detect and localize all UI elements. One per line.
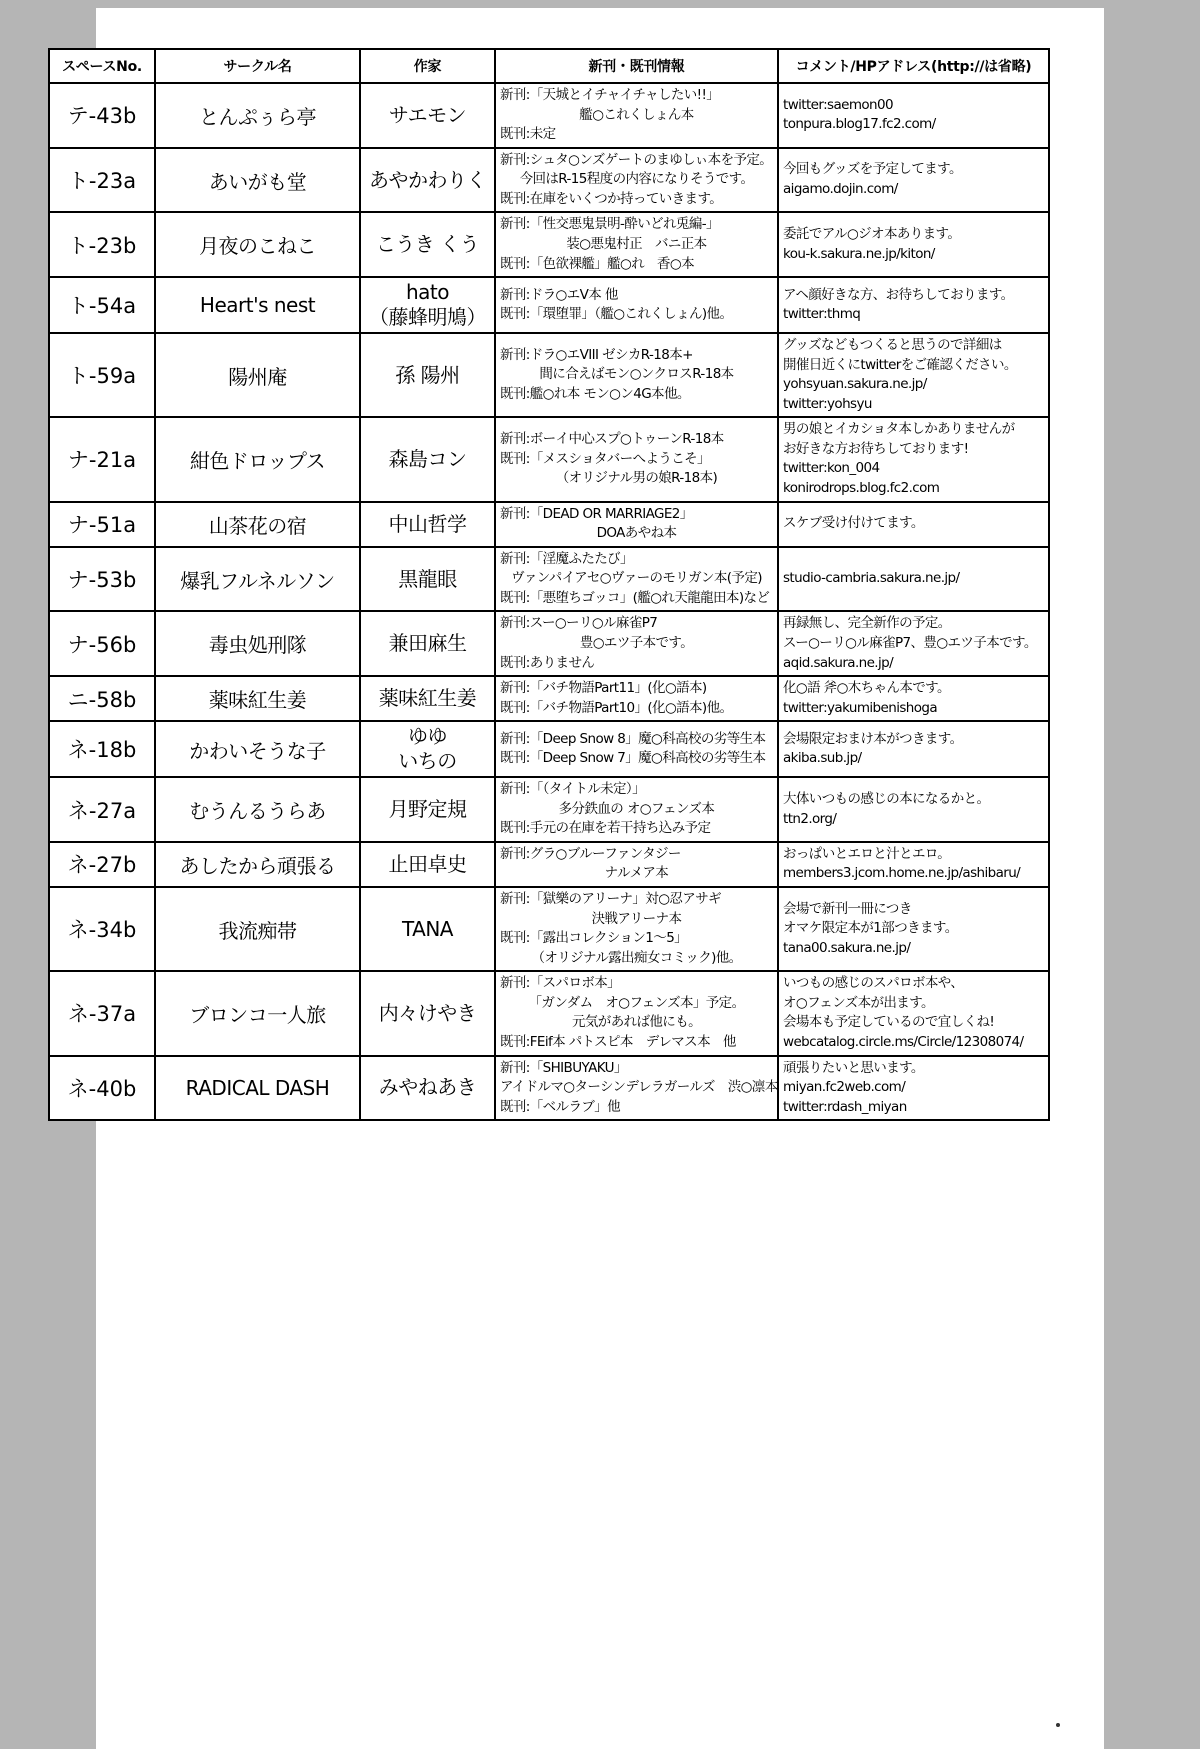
- publication-info-line: 豊○エツ子本です。: [579, 634, 694, 651]
- cell-comment-url: [778, 83, 1049, 148]
- cell-comment-url: [778, 887, 1049, 971]
- cell-circle-name: 陽州庵: [155, 333, 360, 417]
- cell-author: [360, 212, 495, 277]
- publication-info-line: 新刊:「スパロボ本」: [500, 975, 621, 992]
- publication-info-line: 今回はR-15程度の内容になりそうです。: [519, 171, 754, 188]
- cell-space-no: ネ-34b: [49, 887, 155, 971]
- publication-info-line: 既刊:手元の在庫を若干持ち込み予定: [500, 820, 711, 837]
- cell-comment-url: [778, 676, 1049, 721]
- author-line: あやかわりく: [369, 167, 486, 192]
- cell-comment-url: [778, 1056, 1049, 1121]
- author-line: 兼田麻生: [388, 631, 467, 656]
- publication-info-line: 既刊:「バチ物語Part10」(化○語本)他。: [500, 699, 733, 716]
- comment-line: いつもの感じのスパロボ本や、: [783, 975, 964, 992]
- cell-publication-info: [495, 611, 778, 676]
- cell-comment-url: [778, 842, 1049, 887]
- cell-publication-info: [495, 333, 778, 417]
- author-line: いちの: [398, 749, 457, 774]
- publication-info-line: 新刊:グラ○ブルーファンタジー: [500, 845, 681, 862]
- publication-info-line: 既刊:「Deep Snow 7」魔○科高校の劣等生本: [500, 750, 766, 767]
- comment-line: studio-cambria.sakura.ne.jp/: [783, 570, 960, 587]
- cell-comment-url: [778, 333, 1049, 417]
- cell-circle-name: 毒虫処刑隊: [155, 611, 360, 676]
- table-header: [49, 49, 1049, 83]
- publication-info-line: 既刊:ありません: [500, 654, 595, 671]
- publication-info-line: 新刊:「（タイトル未定）」: [500, 781, 645, 798]
- publication-info-line: 「ガンダム オ○フェンズ本」予定。: [528, 994, 745, 1011]
- cell-circle-name: あいがも堂: [155, 148, 360, 213]
- cell-publication-info: [495, 721, 778, 777]
- author-line: hato: [405, 280, 449, 305]
- comment-line: おっぱいとエロと汁とエロ。: [783, 845, 951, 862]
- cell-comment-url: [778, 277, 1049, 333]
- cell-space-no: ト-59a: [49, 333, 155, 417]
- comment-line: スケブ受け付けてます。: [783, 515, 924, 532]
- cell-publication-info: [495, 887, 778, 971]
- publication-info-line: 新刊:シュタ○ンズゲートのまゆしぃ本を予定。: [500, 151, 773, 168]
- table-row: [49, 547, 1049, 612]
- comment-line: twitter:yohsyu: [783, 395, 872, 412]
- comment-line: aigamo.dojin.com/: [783, 181, 898, 198]
- cell-space-no: ト-23a: [49, 148, 155, 213]
- comment-line: 開催日近くにtwitterをご確認ください。: [783, 356, 1017, 373]
- cell-space-no: ナ-56b: [49, 611, 155, 676]
- cell-space-no: ニ-58b: [49, 676, 155, 721]
- publication-info-line: 既刊:「ベルラブ」他: [500, 1098, 621, 1115]
- comment-line: twitter:kon_004: [783, 460, 880, 477]
- table-row: [49, 212, 1049, 277]
- publication-info-line: 新刊:「獄樂のアリーナ」対○忍アサギ: [500, 891, 721, 907]
- cell-space-no: テ-43b: [49, 83, 155, 148]
- column-header-publication-info: 新刊・既刊情報: [495, 49, 778, 83]
- comment-line: グッズなどもつくると思うので詳細は: [783, 337, 1002, 354]
- cell-author: [360, 777, 495, 842]
- cell-circle-name: 月夜のこねこ: [155, 212, 360, 277]
- cell-circle-name: ブロンコ一人旅: [155, 971, 360, 1055]
- cell-author: [360, 83, 495, 148]
- comment-line: スー○ーリ○ル麻雀P7、豊○エツ子本です。: [783, 634, 1037, 651]
- cell-publication-info: [495, 676, 778, 721]
- comment-line: tana00.sakura.ne.jp/: [783, 939, 911, 956]
- catalog-table: [48, 48, 1050, 1121]
- author-line: みやねあき: [378, 1075, 477, 1100]
- table-row: [49, 83, 1049, 148]
- page-top-margin: [96, 0, 1104, 8]
- publication-info-line: 既刊:「メスショタバーへようこそ」: [500, 450, 710, 467]
- cell-author: [360, 1056, 495, 1121]
- cell-comment-url: [778, 611, 1049, 676]
- cell-comment-url: [778, 502, 1049, 547]
- table-row: [49, 721, 1049, 777]
- publication-info-line: （オリジナル男の娘R-18本): [555, 470, 718, 487]
- comment-line: konirodrops.blog.fc2.com: [783, 480, 940, 496]
- comment-line: yohsyuan.sakura.ne.jp/: [783, 376, 927, 393]
- cell-circle-name: 我流痴帯: [155, 887, 360, 971]
- comment-line: 再録無し、完全新作の予定。: [783, 615, 951, 632]
- table-row: [49, 277, 1049, 333]
- table-row: [49, 971, 1049, 1055]
- cell-author: [360, 547, 495, 612]
- comment-line: 今回もグッズを予定してます。: [783, 161, 962, 178]
- author-line: 孫 陽州: [395, 362, 460, 387]
- comment-line: アヘ顔好きな方、お待ちしております。: [783, 286, 1014, 303]
- author-line: サエモン: [388, 102, 467, 127]
- publication-info-line: 元気があれば他にも。: [572, 1014, 701, 1031]
- publication-info-line: 装○悪鬼村正 バニ正本: [566, 235, 707, 252]
- cell-author: [360, 333, 495, 417]
- cell-space-no: ト-23b: [49, 212, 155, 277]
- cell-author: [360, 611, 495, 676]
- cell-circle-name: RADICAL DASH: [155, 1056, 360, 1121]
- cell-circle-name: Heart's nest: [155, 277, 360, 333]
- comment-line: 委託でアル○ジオ本あります。: [783, 226, 961, 243]
- comment-line: twitter:thmq: [783, 306, 861, 323]
- publication-info-line: 艦○これくしょん本: [579, 106, 694, 123]
- cell-publication-info: [495, 83, 778, 148]
- publication-info-line: 多分鉄血の オ○フェンズ本: [558, 800, 715, 817]
- cell-publication-info: [495, 417, 778, 501]
- cell-author: [360, 842, 495, 887]
- publication-info-line: 既刊:「悪堕ちゴッコ」(艦○れ天龍龍田本)など: [500, 589, 770, 606]
- cell-publication-info: [495, 1056, 778, 1121]
- cell-author: [360, 417, 495, 501]
- table-row: [49, 842, 1049, 887]
- publication-info-line: 既刊:未定: [500, 126, 556, 143]
- cell-circle-name: あしたから頑張る: [155, 842, 360, 887]
- cell-publication-info: [495, 148, 778, 213]
- publication-info-line: ヴァンパイアセ○ヴァーのモリガン本(予定): [511, 570, 762, 587]
- cell-author: [360, 971, 495, 1055]
- table-row: [49, 676, 1049, 721]
- author-line: ゆゆ: [408, 724, 447, 749]
- comment-line: aqid.sakura.ne.jp/: [783, 654, 894, 671]
- cell-circle-name: 山茶花の宿: [155, 502, 360, 547]
- cell-publication-info: [495, 212, 778, 277]
- comment-line: 頑張りたいと思います。: [783, 1059, 924, 1076]
- table-row: [49, 502, 1049, 547]
- table-row: [49, 611, 1049, 676]
- author-line: 薬味紅生姜: [378, 686, 477, 711]
- cell-publication-info: [495, 842, 778, 887]
- table-row: [49, 417, 1049, 501]
- cell-comment-url: [778, 547, 1049, 612]
- cell-publication-info: [495, 547, 778, 612]
- cell-space-no: ネ-40b: [49, 1056, 155, 1121]
- author-line: 月野定規: [388, 797, 467, 822]
- comment-line: オ○フェンズ本が出ます。: [783, 994, 934, 1011]
- author-line: 内々けやき: [378, 1000, 477, 1025]
- table-row: [49, 148, 1049, 213]
- cell-comment-url: [778, 417, 1049, 501]
- comment-line: 会場で新刊一冊につき: [783, 900, 912, 917]
- cell-author: [360, 676, 495, 721]
- table-body: [49, 83, 1049, 1120]
- cell-space-no: ト-54a: [49, 277, 155, 333]
- cell-circle-name: 薬味紅生姜: [155, 676, 360, 721]
- publication-info-line: 既刊:在庫をいくつか持っていきます。: [500, 190, 723, 207]
- comment-line: オマケ限定本が1部つきます。: [783, 920, 958, 937]
- cell-author: [360, 887, 495, 971]
- author-line: 止田卓史: [388, 851, 467, 876]
- comment-line: kou-k.sakura.ne.jp/kiton/: [783, 245, 935, 262]
- cell-author: [360, 721, 495, 777]
- comment-line: 大体いつもの感じの本になるかと。: [783, 790, 990, 807]
- comment-line: tonpura.blog17.fc2.com/: [783, 116, 936, 133]
- cell-space-no: ネ-27a: [49, 777, 155, 842]
- catalog-table-wrapper: [48, 48, 1048, 1121]
- publication-info-line: 既刊:FEif本 パトスピ本 デレマス本 他: [500, 1033, 736, 1050]
- column-header-circle-name: サークル名: [155, 49, 360, 83]
- comment-line: 化○語 斧○木ちゃん本です。: [783, 680, 950, 697]
- cell-comment-url: [778, 212, 1049, 277]
- cell-circle-name: かわいそうな子: [155, 721, 360, 777]
- table-row: [49, 777, 1049, 842]
- publication-info-line: 決戦アリーナ本: [591, 910, 682, 927]
- comment-line: お好きな方お待ちしております!: [783, 440, 969, 457]
- publication-info-line: 既刊:「露出コレクション1～5」: [500, 930, 688, 947]
- cell-publication-info: [495, 277, 778, 333]
- table-row: [49, 333, 1049, 417]
- publication-info-line: 新刊:「淫魔ふたたび」: [500, 550, 633, 567]
- cell-circle-name: とんぷぅら亭: [155, 83, 360, 148]
- cell-circle-name: 爆乳フルネルソン: [155, 547, 360, 612]
- cell-comment-url: [778, 971, 1049, 1055]
- comment-line: webcatalog.circle.ms/Circle/12308074/: [783, 1033, 1024, 1050]
- publication-info-line: DOAあやね本: [596, 525, 677, 542]
- table-header-row: [49, 49, 1049, 83]
- publication-info-line: アイドルマ○ターシンデレラガールズ 渋○凛本: [500, 1079, 778, 1096]
- cell-circle-name: 紺色ドロップス: [155, 417, 360, 501]
- author-line: 森島コン: [388, 446, 467, 471]
- column-header-comment-url: コメント/HPアドレス(http://は省略): [778, 49, 1049, 83]
- cell-author: [360, 277, 495, 333]
- publication-info-line: 新刊:「Deep Snow 8」魔○科高校の劣等生本: [500, 730, 766, 747]
- publication-info-line: 新刊:「天城とイチャイチャしたい!!」: [500, 87, 720, 103]
- publication-info-line: 新刊:「バチ物語Part11」(化○語本): [500, 680, 707, 697]
- publication-info-line: 既刊:「色欲裸艦」艦○れ 香○本: [500, 255, 695, 272]
- publication-info-line: 新刊:「性交悪鬼景明-酔いどれ兎編-」: [500, 216, 719, 233]
- cell-publication-info: [495, 971, 778, 1055]
- author-line: TANA: [402, 916, 453, 941]
- publication-info-line: 間に合えばモン○ンクロスR-18本: [539, 366, 734, 383]
- table-row: [49, 1056, 1049, 1121]
- comment-line: members3.jcom.home.ne.jp/ashibaru/: [783, 865, 1021, 882]
- column-header-author: 作家: [360, 49, 495, 83]
- publication-info-line: ナルメア本: [604, 865, 669, 882]
- cell-space-no: ネ-27b: [49, 842, 155, 887]
- cell-space-no: ネ-37a: [49, 971, 155, 1055]
- comment-line: ttn2.org/: [783, 810, 837, 827]
- cell-space-no: ナ-51a: [49, 502, 155, 547]
- comment-line: 会場本も予定しているので宜しくね!: [783, 1014, 995, 1031]
- cell-comment-url: [778, 721, 1049, 777]
- comment-line: 男の娘とイカショタ本しかありませんが: [783, 421, 1015, 438]
- page-right-margin: [1104, 0, 1200, 1749]
- publication-info-line: 新刊:スー○ーリ○ル麻雀P7: [500, 615, 658, 632]
- author-line: 黒龍眼: [398, 566, 457, 591]
- comment-line: twitter:saemon00: [783, 96, 893, 113]
- publication-info-line: 新刊:「SHIBUYAKU」: [500, 1059, 627, 1076]
- cell-space-no: ネ-18b: [49, 721, 155, 777]
- comment-line: 会場限定おまけ本がつきます。: [783, 730, 963, 747]
- cell-space-no: ナ-21a: [49, 417, 155, 501]
- cell-space-no: ナ-53b: [49, 547, 155, 612]
- publication-info-line: 新刊:「DEAD OR MARRIAGE2」: [500, 505, 693, 522]
- author-line: （藤蜂明鳩）: [369, 305, 486, 330]
- cell-circle-name: むうんるうらあ: [155, 777, 360, 842]
- publication-info-line: （オリジナル露出痴女コミック)他。: [531, 949, 742, 966]
- column-header-space-no: スペースNo.: [49, 49, 155, 83]
- publication-info-line: 新刊:ドラ○エVIII ゼシカR-18本+: [500, 346, 693, 363]
- cell-publication-info: [495, 777, 778, 842]
- author-line: こうき くう: [375, 232, 480, 257]
- cell-author: [360, 502, 495, 547]
- author-line: 中山哲学: [388, 511, 467, 536]
- comment-line: miyan.fc2web.com/: [783, 1079, 906, 1096]
- page-corner-mark: [1056, 1723, 1060, 1727]
- cell-comment-url: [778, 777, 1049, 842]
- table-row: [49, 887, 1049, 971]
- publication-info-line: 既刊:「環堕罪」（艦○これくしょん)他。: [500, 306, 733, 323]
- comment-line: twitter:rdash_miyan: [783, 1098, 907, 1115]
- comment-line: twitter:yakumibenishoga: [783, 699, 938, 716]
- publication-info-line: 既刊:艦○れ本 モン○ン4G本他。: [500, 385, 690, 402]
- publication-info-line: 新刊:ボーイ中心スプ○トゥーンR-18本: [500, 431, 724, 448]
- cell-publication-info: [495, 502, 778, 547]
- comment-line: akiba.sub.jp/: [783, 750, 862, 767]
- cell-comment-url: [778, 148, 1049, 213]
- cell-author: [360, 148, 495, 213]
- publication-info-line: 新刊:ドラ○エV本 他: [500, 286, 618, 303]
